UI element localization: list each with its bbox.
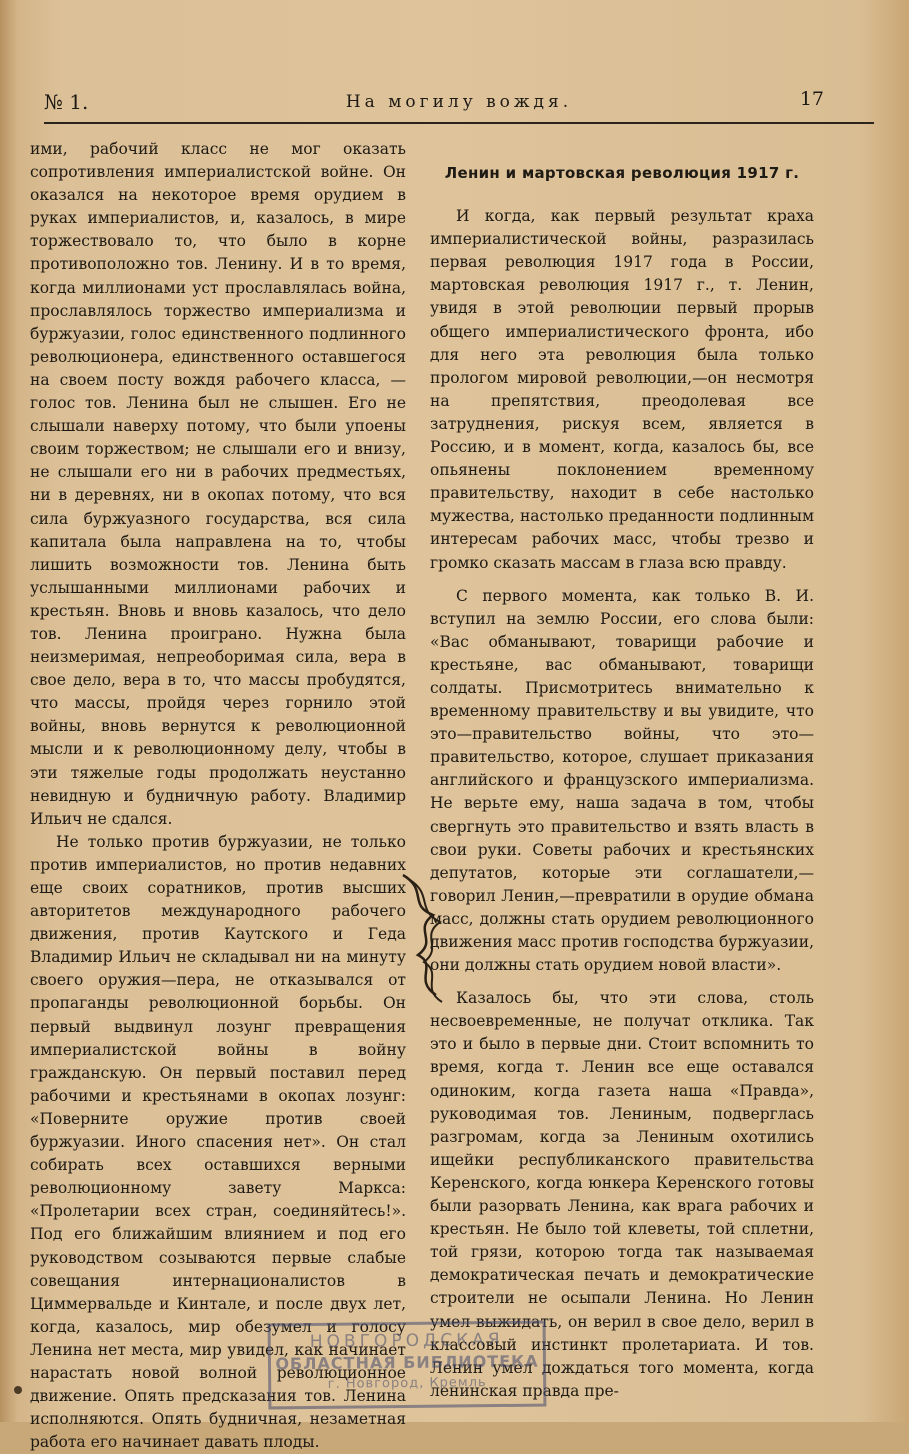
- left-column: [30, 138, 406, 1454]
- running-title: На могилу вождя.: [345, 92, 573, 112]
- issue-number: № 1.: [44, 90, 89, 114]
- right-paragraph: С первого момента, как только В. И. вступил на землю России, его слова были: «Вас обманывают, товарищи рабочие и крестьяне, вас обманывают, товарищи солдаты. Присмотритесь внимательно к временному правительству и вы увидите, что это—правительство войны, что это—правительство, которое, слушает приказания английского и французского империализма. Не верьте ему, наша задача в том, чтобы свергнуть это правительство и взять власть в свои руки. Советы рабочих и крестьянских депутатов, которые эти соглашатели,— говорил Ленин,—превратили в орудие обмана масс, должны стать орудием революционного движения масс против господства буржуазии, они должны стать орудием новой власти».: [430, 586, 814, 975]
- right-paragraph: И когда, как первый результат краха империалистической войны, разразилась первая революция 1917 года в России, мартовская революция 1917 г., т. Ленин, увидя в этой революции первый прорыв общего империалистического фронта, ибо для него эта революция была только прологом мировой революции,—он несмотря на препятствия, преодолевая все затруднения, рискуя всем, является в Россию, и в момент, когда, казалось бы, все опьянены поклонением временному правительству, находит в себе настолько мужества, настолько преданности подлинным интересам рабочих масс, чтобы трезво и громко сказать массам в глаза всю правду.: [430, 207, 814, 572]
- left-paragraph: ими, рабочий класс не мог оказать сопротивления империалистской войне. Он оказался на некоторое время орудием в руках империалистов, и, казалось, в мире торжествовало то, что было в корне противоположно тов. Ленину. И в то время, когда миллионами уст прославлялась война, прославлялось торжество империализма и буржуазии, голос единственного подлинного революционера, единственного оставшегося на своем посту вождя рабочего класса, — голос тов. Ленина был не слышен. Его не слышали наверху потому, что были упоены своим торжеством; не слышали его и внизу, не слышали его ни в рабочих предместьях, ни в деревнях, ни в окопах потому, что вся сила буржуазного государства, вся сила капитала была направлена на то, чтобы лишить возможности тов. Ленина быть услышанными миллионами рабочих и крестьян. Вновь и вновь казалось, что дело тов. Ленина проиграно. Нужна была неизмеримая, непреоборимая сила, вера в свое дело, вера в то, что массы пробудятся, что массы, пройдя через горнило этой войны, вновь вернутся к революционной мысли и к революционному делу, чтобы в эти тяжелые годы продолжать неустанно невидную и будничную работу. Владимир Ильич не сдался.: [30, 140, 406, 828]
- right-column: [430, 162, 814, 1413]
- stamp-line: НОВГОРОДСКАЯ: [309, 1329, 504, 1353]
- library-stamp: [268, 1321, 547, 1410]
- right-paragraph: Казалось бы, что эти слова, столь несвоевременные, не получат отклика. Так это и было в первые дни. Стоит вспомнить то время, когда т. Ленин все еще оставался одиноким, когда газета наша «Правда», руководимая тов. Лениным, подверглась разгромам, когда за Лениным охотились ищейки республиканского правительства Керенского, когда юнкера Керенского готовы были разорвать Ленина, как врага рабочих и крестьян. Не было той клеветы, той сплетни, той грязи, которою тогда так называемая демократическая печать и демократические строители не осыпали Ленина. Но Ленин умел выжидать, он верил в свое дело, верил в классовый инстинкт пролетариата. И тов. Ленин умел дождаться того момента, когда ленинская правда пре-: [430, 989, 814, 1400]
- binding-stitch-mark: [398, 870, 448, 1010]
- ink-spot: [14, 1386, 22, 1394]
- left-paragraph: Не только против буржуазии, не только против империалистов, но против недавних еще своих соратников, против высших авторитетов международного рабочего движения, против Каутского и Геда Владимир Ильич не складывал ни на минуту своего оружия—пера, не отказывался от пропаганды революционной борьбы. Он первый выдвинул лозунг превращения империалистской войны в войну гражданскую. Он первый поставил перед рабочими и крестьянами в окопах лозунг: «Поверните оружие против своей буржуазии. Иного спасения нет». Он стал собирать всех оставшихся верными революционному завету Маркса: «Пролетарии всех стран, соединяйтесь!». Под его ближайшим влиянием и под его руководством созываются первые слабые совещания интернационалистов в Циммервальде и Кинтале, и после двух лет, когда, казалось, мир обезумел и голосу Ленина нет места, мир увидел, как начинает нарастать новой волной революционное движение. Опять предсказания тов. Ленина исполняются. Опять будничная, незаметная работа его начинает давать плоды.: [30, 832, 406, 1452]
- stamp-line: ОБЛАСТНАЯ БИБЛИОТЕКА: [275, 1351, 539, 1374]
- page-number: 17: [799, 88, 824, 110]
- running-header: [44, 88, 874, 124]
- section-heading: Ленин и мартовская революция 1917 г.: [444, 164, 800, 182]
- stamp-line: г. Новгород, Кремль: [327, 1375, 487, 1392]
